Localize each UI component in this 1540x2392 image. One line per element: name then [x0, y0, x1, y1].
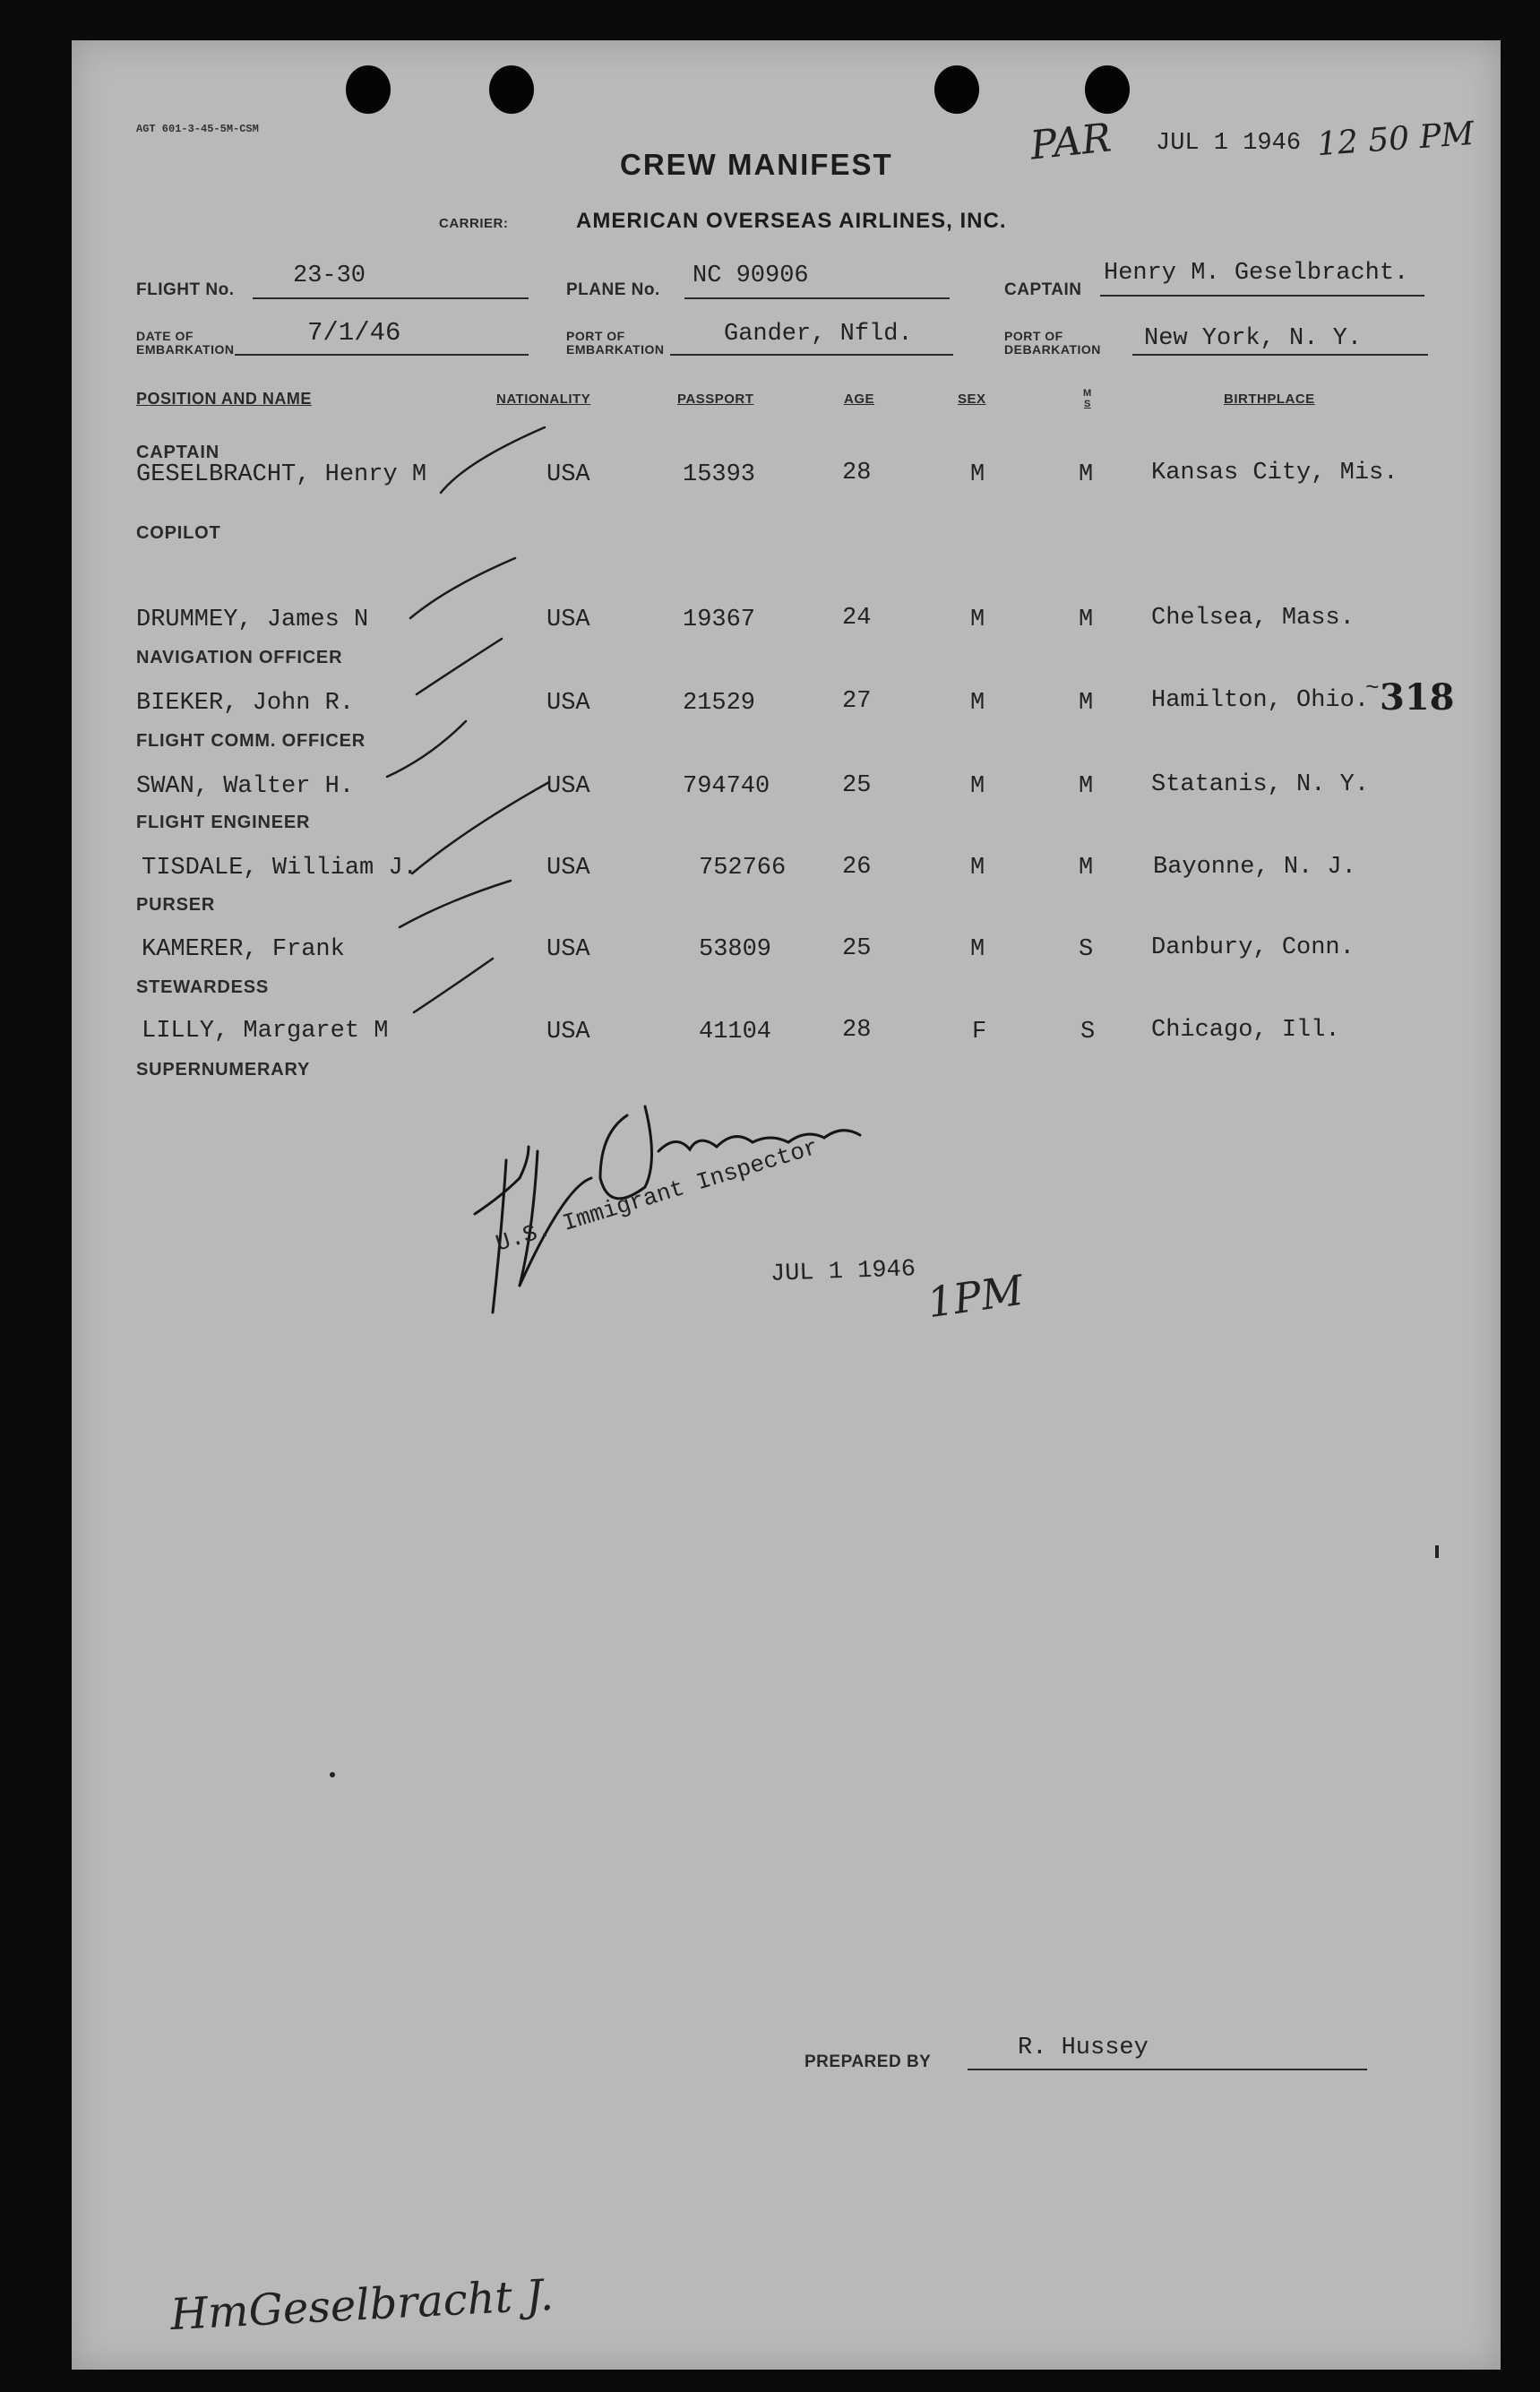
- port-emb-label-1: PORT OF: [566, 329, 625, 343]
- crew-passport: 752766: [699, 855, 787, 882]
- crew-birthplace: Kansas City, Mis.: [1151, 460, 1398, 486]
- col-position-name: POSITION AND NAME: [136, 390, 312, 408]
- crew-age: 25: [842, 935, 872, 962]
- date-label-1: DATE OF: [136, 329, 194, 343]
- form-code: AGT 601-3-45-5M-CSM: [136, 123, 259, 135]
- col-passport: PASSPORT: [677, 391, 754, 407]
- port-embarkation-value: Gander, Nfld.: [724, 321, 913, 348]
- crew-name: KAMERER, Frank: [142, 936, 345, 963]
- position-label: NAVIGATION OFFICER: [136, 648, 343, 667]
- crew-marital: M: [1079, 461, 1094, 488]
- svg-text:~: ~: [1365, 675, 1380, 701]
- crew-marital: S: [1079, 936, 1094, 963]
- crew-sex: M: [970, 855, 985, 882]
- crew-birthplace: Hamilton, Ohio.: [1151, 687, 1370, 714]
- receipt-date-stamp: JUL 1 1946: [1156, 130, 1302, 157]
- check-mark: [417, 639, 502, 694]
- crew-age: 28: [842, 460, 872, 486]
- crew-passport: 19367: [683, 607, 756, 633]
- col-sex: SEX: [958, 391, 986, 407]
- embarkation-date: 7/1/46: [307, 318, 401, 348]
- crew-nationality: USA: [546, 607, 590, 633]
- crew-age: 26: [842, 854, 872, 881]
- position-label: PURSER: [136, 895, 216, 915]
- check-mark: [410, 558, 515, 618]
- crew-nationality: USA: [546, 936, 590, 963]
- check-marks: [72, 40, 1501, 1115]
- crew-passport: 15393: [683, 461, 756, 488]
- crew-nationality: USA: [546, 690, 590, 717]
- col-marital-s: S: [1084, 399, 1091, 409]
- crew-name: TISDALE, William J.: [142, 855, 417, 882]
- crew-age: 24: [842, 605, 872, 632]
- crew-nationality: USA: [546, 461, 590, 488]
- crew-sex: M: [970, 690, 985, 717]
- check-mark: [412, 782, 549, 873]
- crew-sex: M: [970, 461, 985, 488]
- col-birthplace: BIRTHPLACE: [1224, 391, 1315, 407]
- plane-no-label: PLANE No.: [566, 280, 660, 299]
- receipt-time: 12 50 PM: [1315, 115, 1475, 164]
- position-label: FLIGHT ENGINEER: [136, 813, 311, 832]
- inspector-stamp-text: U.S. Immigrant Inspector: [493, 1133, 822, 1258]
- crew-name: LILLY, Margaret M: [142, 1018, 389, 1045]
- crew-nationality: USA: [546, 1019, 590, 1045]
- crew-birthplace: Chicago, Ill.: [1151, 1017, 1340, 1044]
- crew-marital: M: [1079, 773, 1094, 800]
- speck: [1435, 1545, 1439, 1558]
- prepared-by-underline: [968, 2069, 1367, 2070]
- crew-marital: S: [1080, 1019, 1096, 1045]
- crew-age: 27: [842, 688, 872, 715]
- crew-age: 28: [842, 1017, 872, 1044]
- position-label: STEWARDESS: [136, 977, 270, 997]
- crew-sex: M: [970, 936, 985, 963]
- flight-no-value: 23-30: [293, 262, 366, 289]
- crew-marital: M: [1079, 690, 1094, 717]
- bottom-signature: HmGeselbracht J.: [168, 2269, 555, 2341]
- crew-birthplace: Danbury, Conn.: [1151, 934, 1355, 961]
- captain-value: Henry M. Geselbracht.: [1104, 260, 1409, 287]
- crew-birthplace: Chelsea, Mass.: [1151, 605, 1355, 632]
- check-mark: [441, 427, 545, 493]
- receipt-initials: PAR: [1028, 115, 1114, 169]
- crew-marital: M: [1079, 607, 1094, 633]
- carrier-label: CARRIER:: [439, 216, 509, 231]
- crew-name: GESELBRACHT, Henry M: [136, 461, 427, 488]
- crew-age: 25: [842, 772, 872, 799]
- col-nationality: NATIONALITY: [496, 391, 591, 407]
- crew-name: BIEKER, John R.: [136, 690, 355, 717]
- flight-no-label: FLIGHT No.: [136, 280, 235, 299]
- col-age: AGE: [844, 391, 875, 407]
- margin-number: 318: [1380, 676, 1455, 718]
- crew-name: DRUMMEY, James N: [136, 607, 369, 633]
- crew-marital: M: [1079, 855, 1094, 882]
- date-label-2: EMBARKATION: [136, 342, 235, 357]
- crew-passport: 41104: [699, 1019, 772, 1045]
- crew-nationality: USA: [546, 855, 590, 882]
- check-mark: [400, 881, 511, 927]
- plane-no-value: NC 90906: [693, 262, 809, 289]
- crew-sex: F: [972, 1019, 987, 1045]
- prepared-by-value: R. Hussey: [1018, 2035, 1149, 2061]
- crew-birthplace: Statanis, N. Y.: [1151, 771, 1370, 798]
- inspector-time: 1PM: [924, 1265, 1027, 1328]
- prepared-by-label: PREPARED BY: [804, 2052, 932, 2071]
- position-label: FLIGHT COMM. OFFICER: [136, 731, 366, 751]
- port-emb-label-2: EMBARKATION: [566, 342, 665, 357]
- crew-name: SWAN, Walter H.: [136, 773, 355, 800]
- check-mark: [387, 721, 466, 777]
- captain-label: CAPTAIN: [1004, 280, 1082, 299]
- check-mark: [414, 959, 493, 1012]
- crew-sex: M: [970, 773, 985, 800]
- inspector-stamp-date: JUL 1 1946: [770, 1256, 916, 1288]
- carrier-name: AMERICAN OVERSEAS AIRLINES, INC.: [576, 209, 1007, 233]
- crew-sex: M: [970, 607, 985, 633]
- crew-birthplace: Bayonne, N. J.: [1153, 854, 1356, 881]
- crew-nationality: USA: [546, 773, 590, 800]
- page-title: CREW MANIFEST: [620, 148, 893, 181]
- manifest-sheet: [72, 40, 1501, 2370]
- position-label: COPILOT: [136, 523, 221, 543]
- crew-passport: 21529: [683, 690, 756, 717]
- port-deb-label-2: DEBARKATION: [1004, 342, 1101, 357]
- crew-passport: 53809: [699, 936, 772, 963]
- crew-passport: 794740: [683, 773, 770, 800]
- col-marital-m: M: [1083, 388, 1092, 399]
- port-debarkation-value: New York, N. Y.: [1144, 325, 1363, 352]
- speck: [330, 1772, 335, 1777]
- port-deb-label-1: PORT OF: [1004, 329, 1063, 343]
- position-label: CAPTAIN: [136, 443, 220, 462]
- supernumerary-label: SUPERNUMERARY: [136, 1060, 311, 1080]
